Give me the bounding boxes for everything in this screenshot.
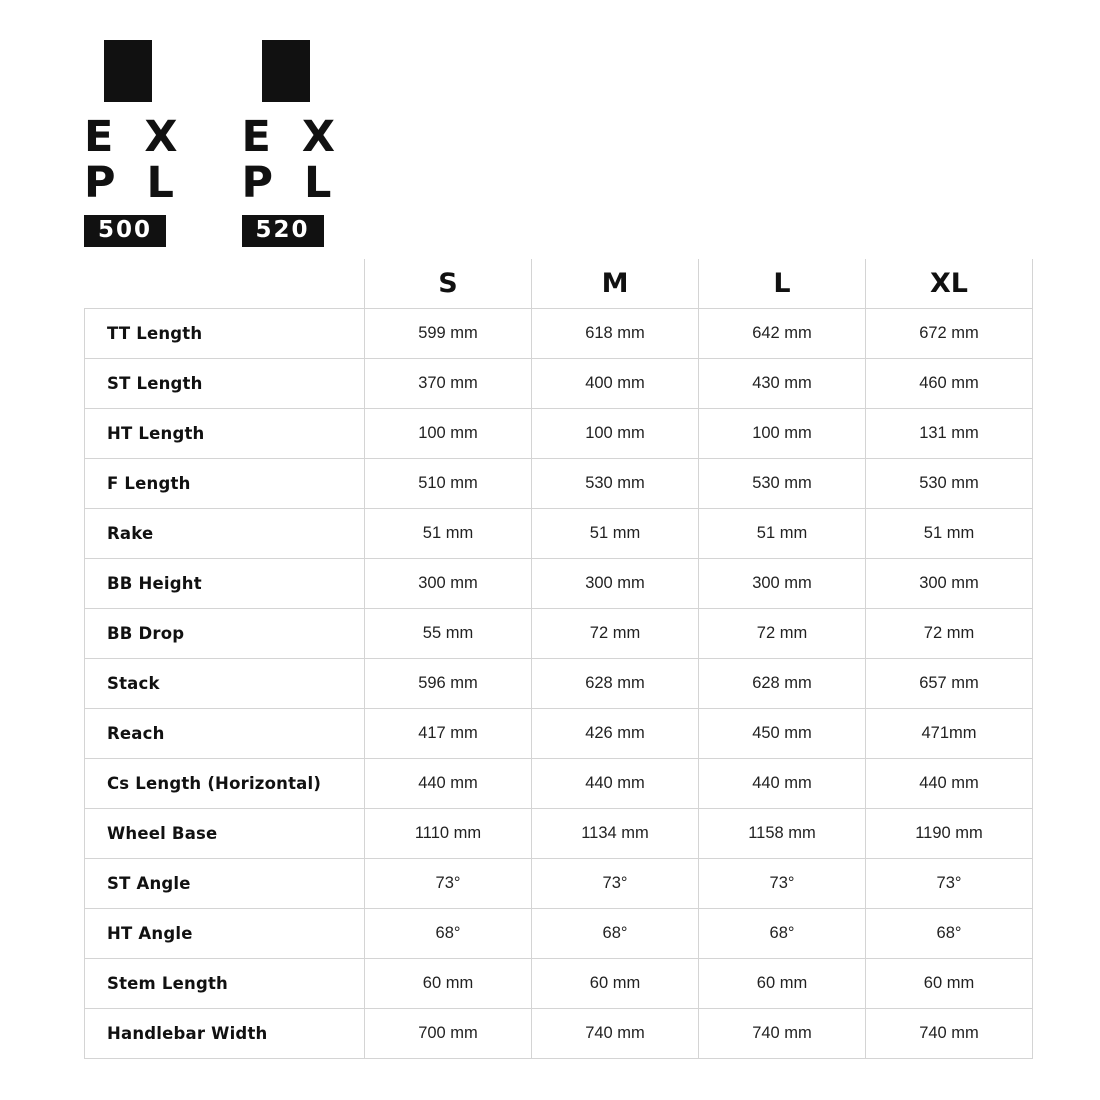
cell-value: 471mm bbox=[866, 709, 1033, 759]
table-row bbox=[85, 859, 1033, 909]
table-row bbox=[85, 509, 1033, 559]
brand-logo-group bbox=[84, 40, 343, 247]
cell-value: 72 mm bbox=[866, 609, 1033, 659]
row-label: ST Length bbox=[85, 359, 365, 409]
cell-value: 60 mm bbox=[532, 959, 699, 1009]
cell-value: 440 mm bbox=[866, 759, 1033, 809]
cell-value: 599 mm bbox=[365, 309, 532, 359]
cell-value: 370 mm bbox=[365, 359, 532, 409]
cell-value: 460 mm bbox=[866, 359, 1033, 409]
cell-value: 100 mm bbox=[365, 409, 532, 459]
cell-value: 51 mm bbox=[365, 509, 532, 559]
cell-value: 51 mm bbox=[866, 509, 1033, 559]
table-row bbox=[85, 659, 1033, 709]
row-label: BB Drop bbox=[85, 609, 365, 659]
cell-value: 618 mm bbox=[532, 309, 699, 359]
cell-value: 73° bbox=[365, 859, 532, 909]
table-row bbox=[85, 409, 1033, 459]
row-label: Wheel Base bbox=[85, 809, 365, 859]
row-label: HT Angle bbox=[85, 909, 365, 959]
table-row bbox=[85, 459, 1033, 509]
cell-value: 417 mm bbox=[365, 709, 532, 759]
row-label: Stem Length bbox=[85, 959, 365, 1009]
cell-value: 300 mm bbox=[532, 559, 699, 609]
logo-line-2: P L bbox=[241, 157, 340, 208]
cell-value: 68° bbox=[699, 909, 866, 959]
row-label: BB Height bbox=[85, 559, 365, 609]
row-label: Reach bbox=[85, 709, 365, 759]
column-header-m: M bbox=[532, 259, 699, 309]
table-row bbox=[85, 959, 1033, 1009]
cell-value: 1190 mm bbox=[866, 809, 1033, 859]
table-header-row bbox=[85, 259, 1033, 309]
row-label: Stack bbox=[85, 659, 365, 709]
cell-value: 100 mm bbox=[532, 409, 699, 459]
cell-value: 60 mm bbox=[365, 959, 532, 1009]
row-label: Handlebar Width bbox=[85, 1009, 365, 1059]
table-row bbox=[85, 1009, 1033, 1059]
row-label: F Length bbox=[85, 459, 365, 509]
logo-square-icon bbox=[104, 40, 152, 102]
cell-value: 73° bbox=[866, 859, 1033, 909]
cell-value: 440 mm bbox=[365, 759, 532, 809]
logo-model-badge: 520 bbox=[242, 215, 324, 247]
cell-value: 55 mm bbox=[365, 609, 532, 659]
cell-value: 60 mm bbox=[866, 959, 1033, 1009]
cell-value: 642 mm bbox=[699, 309, 866, 359]
cell-value: 628 mm bbox=[532, 659, 699, 709]
cell-value: 596 mm bbox=[365, 659, 532, 709]
cell-value: 530 mm bbox=[866, 459, 1033, 509]
cell-value: 672 mm bbox=[866, 309, 1033, 359]
logo-line-2: P L bbox=[84, 157, 182, 208]
logo-square-icon bbox=[262, 40, 310, 102]
table-row bbox=[85, 709, 1033, 759]
cell-value: 300 mm bbox=[699, 559, 866, 609]
logo-line-1: E X bbox=[241, 112, 343, 162]
cell-value: 426 mm bbox=[532, 709, 699, 759]
cell-value: 400 mm bbox=[532, 359, 699, 409]
cell-value: 740 mm bbox=[532, 1009, 699, 1059]
cell-value: 300 mm bbox=[365, 559, 532, 609]
cell-value: 740 mm bbox=[699, 1009, 866, 1059]
table-corner-cell bbox=[85, 259, 365, 309]
cell-value: 72 mm bbox=[532, 609, 699, 659]
cell-value: 73° bbox=[532, 859, 699, 909]
table-body bbox=[85, 309, 1033, 1059]
cell-value: 510 mm bbox=[365, 459, 532, 509]
cell-value: 68° bbox=[866, 909, 1033, 959]
cell-value: 430 mm bbox=[699, 359, 866, 409]
column-header-xl: XL bbox=[866, 259, 1033, 309]
cell-value: 100 mm bbox=[699, 409, 866, 459]
cell-value: 72 mm bbox=[699, 609, 866, 659]
row-label: ST Angle bbox=[85, 859, 365, 909]
cell-value: 68° bbox=[365, 909, 532, 959]
cell-value: 1110 mm bbox=[365, 809, 532, 859]
cell-value: 131 mm bbox=[866, 409, 1033, 459]
cell-value: 1158 mm bbox=[699, 809, 866, 859]
table-row bbox=[85, 759, 1033, 809]
cell-value: 530 mm bbox=[699, 459, 866, 509]
cell-value: 657 mm bbox=[866, 659, 1033, 709]
table-row bbox=[85, 359, 1033, 409]
cell-value: 51 mm bbox=[532, 509, 699, 559]
cell-value: 628 mm bbox=[699, 659, 866, 709]
cell-value: 60 mm bbox=[699, 959, 866, 1009]
row-label: HT Length bbox=[85, 409, 365, 459]
table-row bbox=[85, 309, 1033, 359]
cell-value: 530 mm bbox=[532, 459, 699, 509]
cell-value: 440 mm bbox=[532, 759, 699, 809]
row-label: Cs Length (Horizontal) bbox=[85, 759, 365, 809]
column-header-l: L bbox=[699, 259, 866, 309]
cell-value: 300 mm bbox=[866, 559, 1033, 609]
table-row bbox=[85, 559, 1033, 609]
logo-line-1: E X bbox=[84, 112, 186, 162]
cell-value: 440 mm bbox=[699, 759, 866, 809]
cell-value: 740 mm bbox=[866, 1009, 1033, 1059]
table-row bbox=[85, 909, 1033, 959]
row-label: Rake bbox=[85, 509, 365, 559]
brand-logo-expl-520 bbox=[242, 40, 344, 247]
cell-value: 450 mm bbox=[699, 709, 866, 759]
table-row bbox=[85, 609, 1033, 659]
row-label: TT Length bbox=[85, 309, 365, 359]
cell-value: 1134 mm bbox=[532, 809, 699, 859]
geometry-table bbox=[84, 259, 1033, 1059]
cell-value: 51 mm bbox=[699, 509, 866, 559]
table-row bbox=[85, 809, 1033, 859]
column-header-s: S bbox=[365, 259, 532, 309]
cell-value: 700 mm bbox=[365, 1009, 532, 1059]
cell-value: 73° bbox=[699, 859, 866, 909]
cell-value: 68° bbox=[532, 909, 699, 959]
logo-model-badge: 500 bbox=[84, 215, 166, 247]
brand-logo-expl-500 bbox=[84, 40, 186, 247]
